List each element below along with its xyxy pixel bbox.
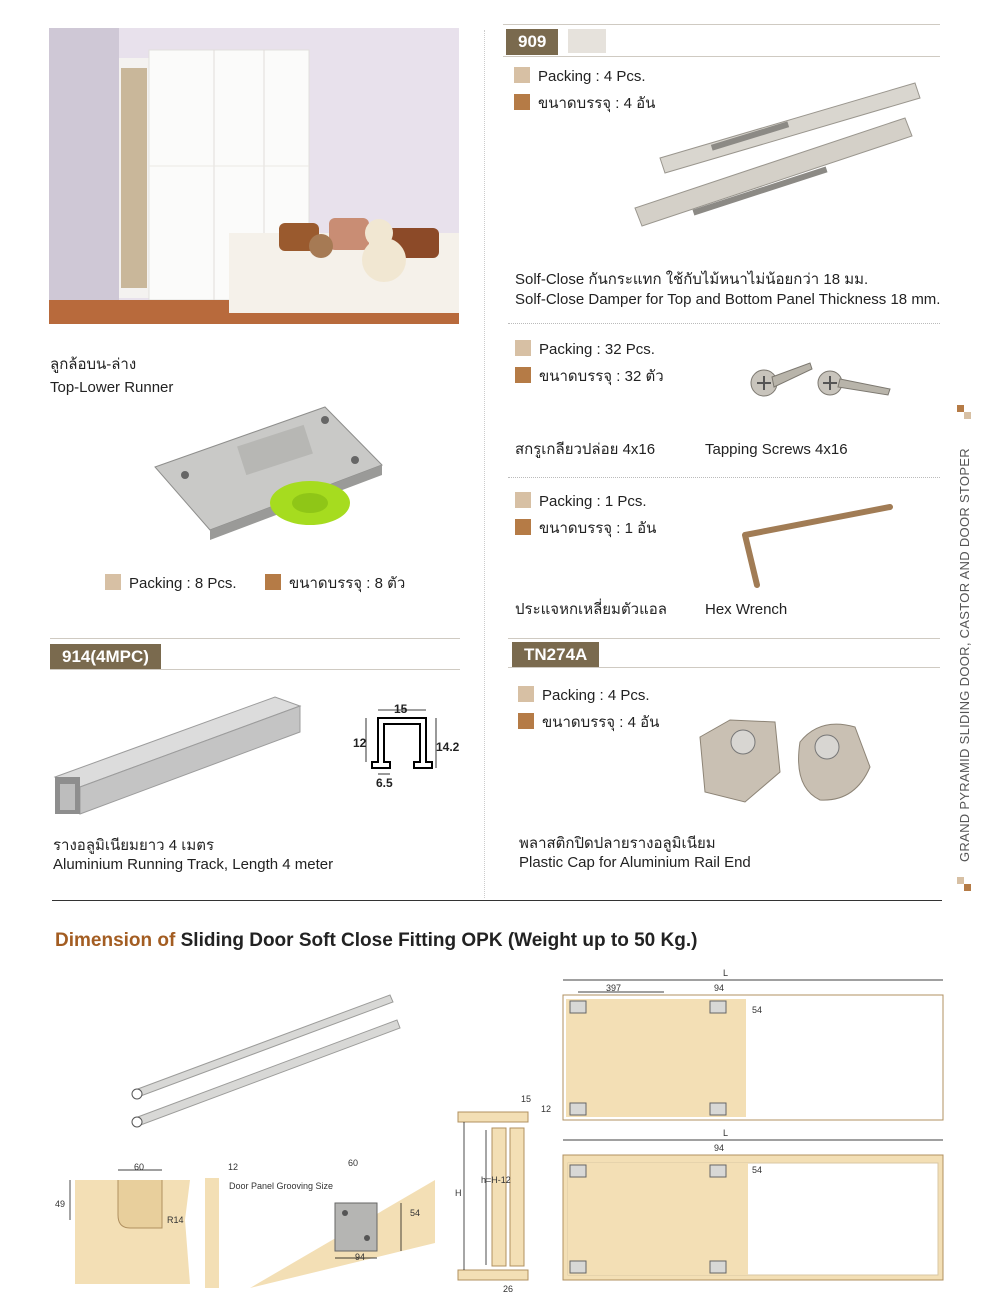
dim-L1: L xyxy=(723,968,729,978)
dim-94c: 94 xyxy=(714,1143,725,1153)
side-marker-top xyxy=(957,405,964,412)
dimension-heading-accent: Dimension of xyxy=(55,930,176,951)
hex-wrench-image xyxy=(735,497,905,592)
side-title: GRAND PYRAMID SLIDING DOOR, CASTOR AND DOOR STOPER xyxy=(957,448,972,862)
p909-packing-text: Packing : 4 Pcs. xyxy=(538,68,646,85)
track-dim-width: 15 xyxy=(394,702,408,716)
packing-th-swatch xyxy=(514,94,530,110)
screws-packing-th xyxy=(515,366,664,388)
dim-54c: 54 xyxy=(752,1165,763,1175)
dim-15: 15 xyxy=(521,1094,532,1104)
track-dim-bottom: 6.5 xyxy=(376,776,393,790)
door-section-drawing xyxy=(450,1100,540,1280)
side-marker-top2 xyxy=(964,412,971,419)
screws-packing-text: Packing : 32 Pcs. xyxy=(539,341,655,358)
divider-dotted xyxy=(508,323,940,324)
p909-packing-th-text: ขนาดบรรจุ : 4 อัน xyxy=(538,95,656,112)
dim-12b: 12 xyxy=(541,1104,552,1114)
screws-caption-en: Tapping Screws 4x16 xyxy=(705,441,848,458)
screws-caption-th: สกรูเกลียวปล่อย 4x16 xyxy=(515,441,656,458)
label-bar-tail xyxy=(568,29,606,53)
section-rule-tn274ab xyxy=(508,667,940,668)
runner-image xyxy=(150,405,390,535)
packing-swatch xyxy=(515,492,531,508)
dim-54a: 54 xyxy=(410,1208,421,1218)
screws-packing xyxy=(515,339,655,361)
column-divider xyxy=(484,30,485,898)
wrench-packing xyxy=(515,491,647,513)
track-dim-height: 12 xyxy=(353,736,367,750)
cap-packing-text: Packing : 4 Pcs. xyxy=(542,687,650,704)
dim-12a: 12 xyxy=(228,1162,239,1172)
damper-image xyxy=(630,78,930,228)
packing-swatch xyxy=(518,686,534,702)
dim-L2: L xyxy=(723,1128,729,1138)
wrench-caption-th: ประแจหกเหลี่ยมตัวแอล xyxy=(515,601,667,618)
dimension-heading xyxy=(55,930,697,952)
dim-60b: 60 xyxy=(348,1158,359,1168)
side-marker-bottom2 xyxy=(964,884,971,891)
section-rule-909b xyxy=(503,56,940,57)
dim-26: 26 xyxy=(503,1284,514,1294)
dim-54b: 54 xyxy=(752,1005,763,1015)
p909-caption-th: Solf-Close กันกระแทก ใช้กับไม้หนาไม่น้อยกว่า 18 มม. xyxy=(515,271,869,288)
runner-packing xyxy=(105,573,237,595)
screws-image xyxy=(750,355,900,415)
runner-caption-th: ลูกล้อบน-ล่าง xyxy=(50,356,137,373)
runner-packing-th-text: ขนาดบรรจุ : 8 ตัว xyxy=(289,575,406,592)
code-label-909: 909 xyxy=(506,29,558,55)
p909-packing xyxy=(514,66,646,88)
wrench-packing-th xyxy=(515,518,656,540)
track-image xyxy=(50,692,310,817)
track-caption-th: รางอลูมิเนียมยาว 4 เมตร xyxy=(53,837,215,854)
packing-swatch xyxy=(515,340,531,356)
runner-packing-th xyxy=(265,573,405,595)
rails-image xyxy=(125,990,405,1130)
wrench-packing-th-text: ขนาดบรรจุ : 1 อัน xyxy=(539,520,657,537)
bedroom-photo xyxy=(49,28,459,324)
packing-th-swatch xyxy=(515,519,531,535)
dimension-rule xyxy=(52,900,942,901)
code-label-tn274a: TN274A xyxy=(512,642,599,668)
side-marker-bottom xyxy=(957,877,964,884)
divider-dotted xyxy=(508,477,940,478)
dim-94b: 94 xyxy=(714,983,725,993)
dim-H: H xyxy=(455,1188,462,1198)
cap-packing-th-text: ขนาดบรรจุ : 4 อัน xyxy=(542,714,660,731)
packing-swatch xyxy=(105,574,121,590)
section-rule-tn274a xyxy=(508,638,940,639)
packing-th-swatch xyxy=(518,713,534,729)
dim-94a: 94 xyxy=(355,1252,366,1262)
dim-r14: R14 xyxy=(167,1215,184,1225)
dim-60a: 60 xyxy=(134,1162,145,1172)
track-caption-en: Aluminium Running Track, Length 4 meter xyxy=(53,856,334,873)
cap-packing-th xyxy=(518,712,659,734)
section-rule-909 xyxy=(503,24,940,25)
dim-397: 397 xyxy=(606,983,622,993)
p909-caption-en: Solf-Close Damper for Top and Bottom Panel Thickness 18 mm. xyxy=(515,291,941,308)
wrench-packing-text: Packing : 1 Pcs. xyxy=(539,493,647,510)
dimension-heading-main: Sliding Door Soft Close Fitting OPK (Weight up to 50 Kg.) xyxy=(180,930,698,951)
packing-th-swatch xyxy=(265,574,281,590)
groove-label: Door Panel Grooving Size xyxy=(229,1181,334,1191)
plan-view-2 xyxy=(558,1135,943,1280)
cap-caption-th: พลาสติกปิดปลายรางอลูมิเนียม xyxy=(519,835,716,852)
packing-swatch xyxy=(514,67,530,83)
code-label-914: 914(4MPC) xyxy=(50,644,161,670)
section-rule-914b xyxy=(50,669,460,670)
bedroom-illustration xyxy=(49,28,459,324)
packing-th-swatch xyxy=(515,367,531,383)
dim-49: 49 xyxy=(55,1199,66,1209)
plan-view-1 xyxy=(558,975,943,1120)
runner-packing-text: Packing : 8 Pcs. xyxy=(129,575,237,592)
section-rule-914 xyxy=(50,638,460,639)
cap-packing xyxy=(518,685,650,707)
track-dim-height2: 14.2 xyxy=(436,740,460,754)
cap-caption-en: Plastic Cap for Aluminium Rail End xyxy=(519,854,751,871)
plastic-cap-image xyxy=(695,712,880,812)
screws-packing-th-text: ขนาดบรรจุ : 32 ตัว xyxy=(539,368,664,385)
runner-caption-en: Top-Lower Runner xyxy=(50,379,174,396)
wrench-caption-en: Hex Wrench xyxy=(705,601,788,618)
dim-h: h=H-12 xyxy=(481,1175,511,1185)
